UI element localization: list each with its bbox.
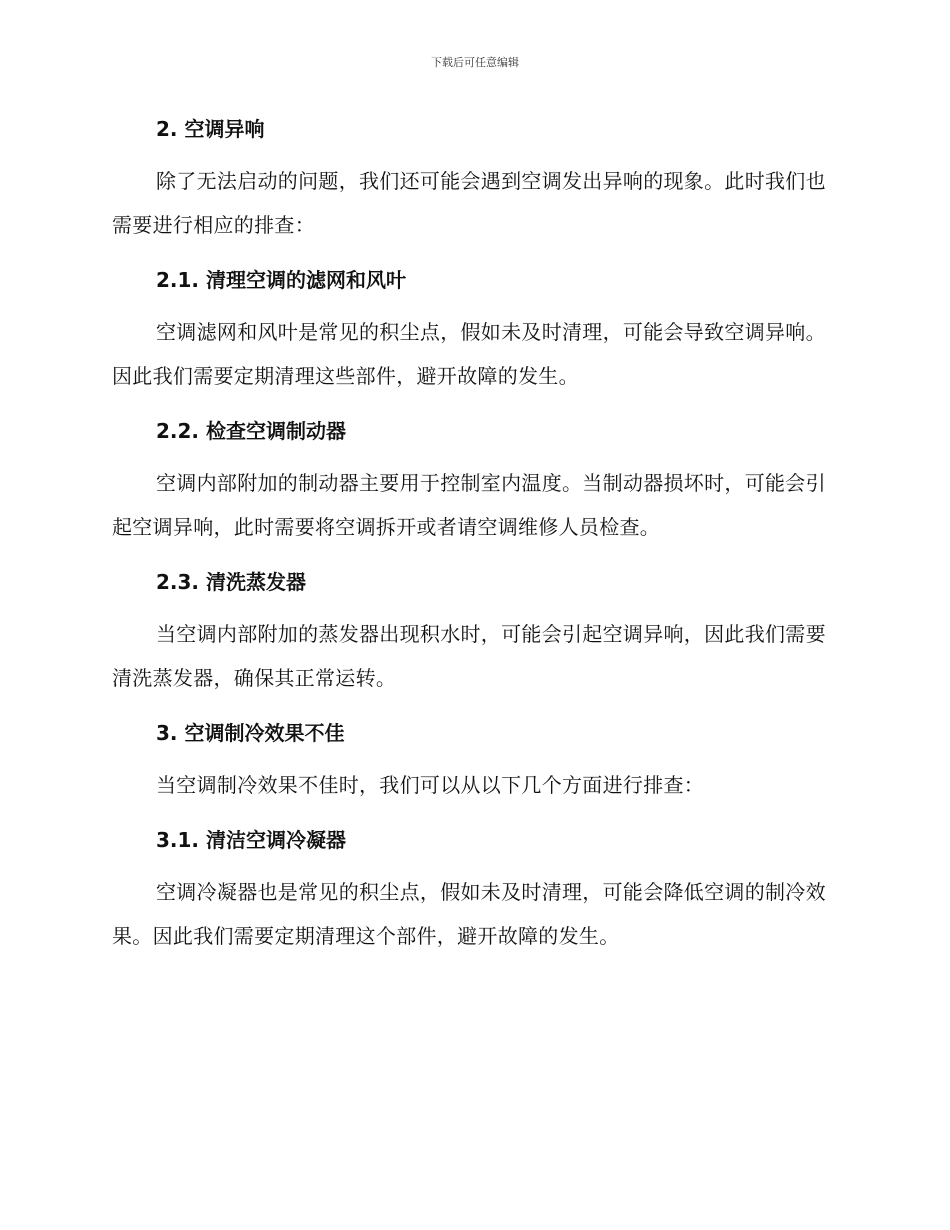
paragraph-2-2: 空调内部附加的制动器主要用于控制室内温度。当制动器损坏时，可能会引起空调异响，此时需要将空调拆开或者请空调维修人员检查。 xyxy=(112,471,826,539)
section-heading-3-1: 3.1. 清洁空调冷凝器 xyxy=(156,828,346,852)
section-heading-3: 3. 空调制冷效果不佳 xyxy=(156,721,345,745)
document-body xyxy=(112,112,832,958)
section-heading-2-3: 2.3. 清洗蒸发器 xyxy=(156,570,306,594)
paragraph-3-1: 空调冷凝器也是常见的积尘点，假如未及时清理，可能会降低空调的制冷效果。因此我们需要定期清理这个部件，避开故障的发生。 xyxy=(112,880,826,948)
paragraph-2-1: 空调滤网和风叶是常见的积尘点，假如未及时清理，可能会导致空调异响。因此我们需要定期清理这些部件，避开故障的发生。 xyxy=(112,320,826,388)
section-heading-2-1: 2.1. 清理空调的滤网和风叶 xyxy=(156,268,406,292)
paragraph-2-3: 当空调内部附加的蒸发器出现积水时，可能会引起空调异响，因此我们需要清洗蒸发器，确保其正常运转。 xyxy=(112,622,826,690)
page-header: 下载后可任意编辑 xyxy=(431,56,519,69)
paragraph-3-intro: 当空调制冷效果不佳时，我们可以从以下几个方面进行排查： xyxy=(156,773,705,797)
paragraph-2-intro: 除了无法启动的问题，我们还可能会遇到空调发出异响的现象。此时我们也需要进行相应的排查： xyxy=(112,169,826,237)
section-heading-2-2: 2.2. 检查空调制动器 xyxy=(156,419,346,443)
section-heading-2: 2. 空调异响 xyxy=(156,117,265,141)
